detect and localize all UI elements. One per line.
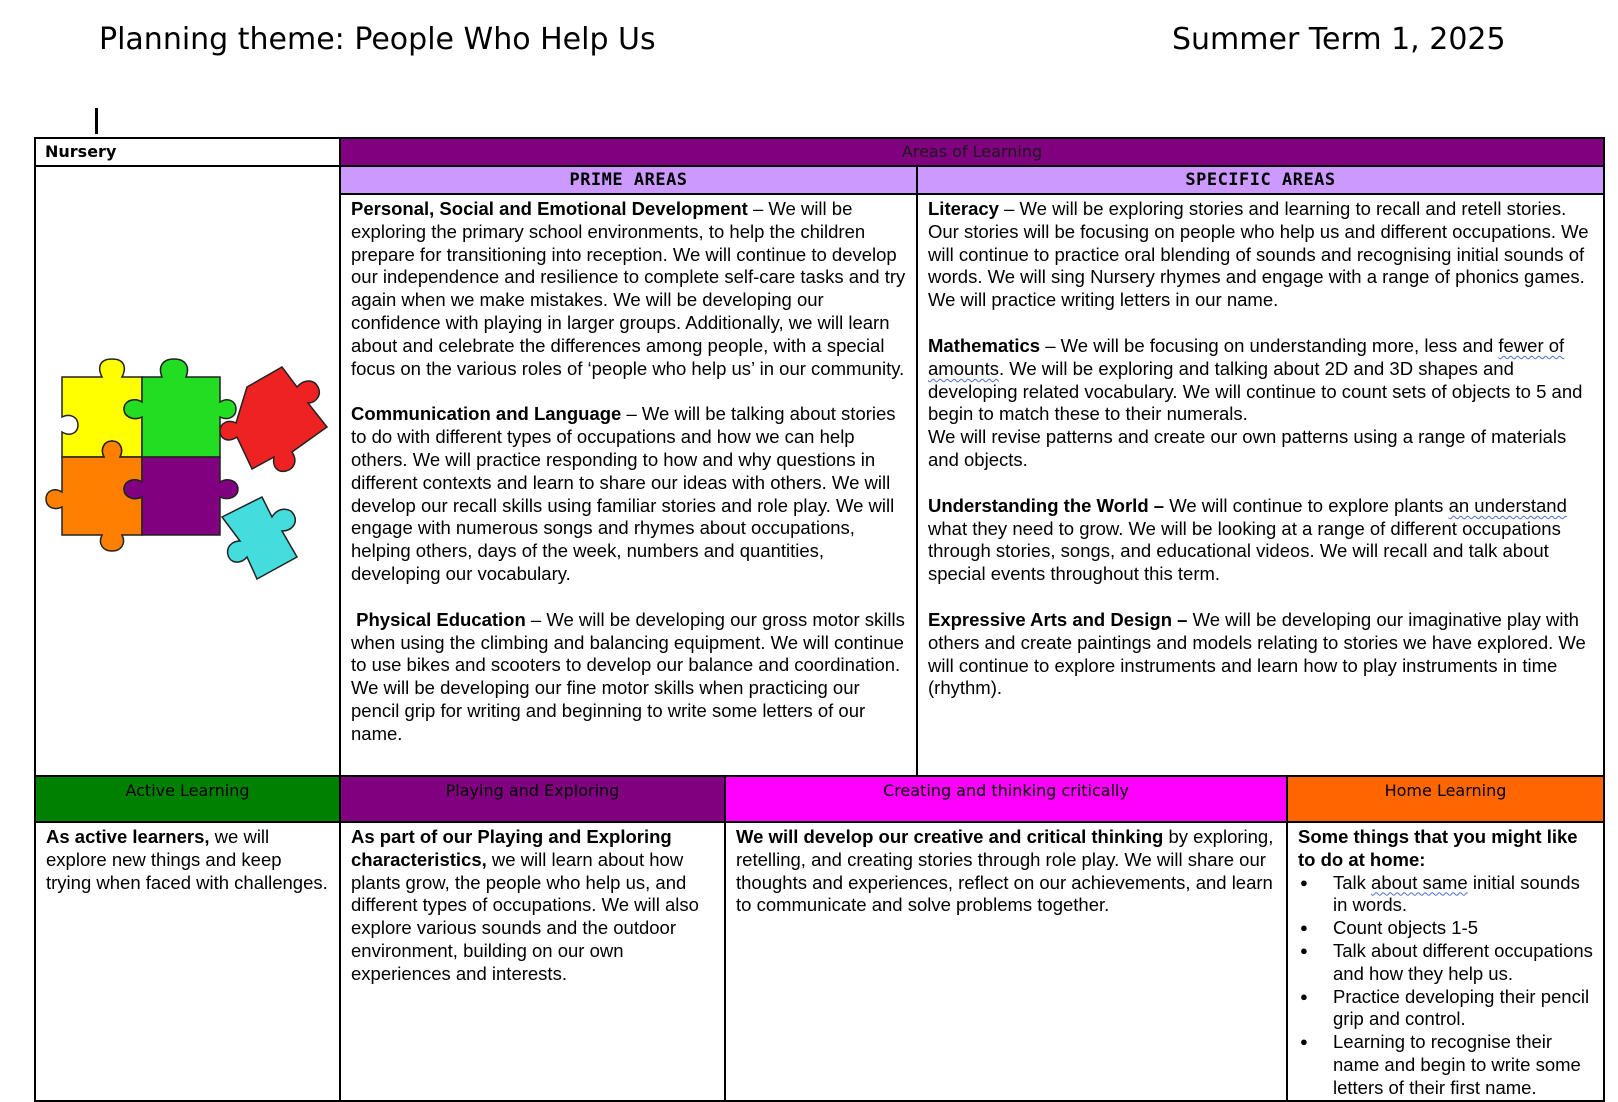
- list-item: ● Practice developing their pencil grip and control.: [1298, 986, 1597, 1032]
- planning-theme-title: Planning theme: People Who Help Us: [99, 22, 656, 57]
- puzzle-piece-red: [220, 367, 327, 471]
- maths-heading: Mathematics: [928, 334, 1041, 356]
- list-item: ● Learning to recognise their name and begin to write some letters of their first name.: [1298, 1031, 1597, 1099]
- areas-of-learning-header: Areas of Learning: [340, 138, 1604, 166]
- utw-spellcheck-text: an understand: [1448, 494, 1567, 516]
- literacy-text: – We will be exploring stories and learning to recall and retell stories. Our stories will be focusing on people who help us and different occupations. We will continue to practice oral blending of sounds and recognising initial sounds of words. We will sing Nursery rhymes and engage with a range of phonics games. We will practice writing letters in our name.: [928, 198, 1589, 311]
- creating-thinking-text: by exploring, retelling, and creating stories through role play. We will share our thoughts and experiences, reflect on our achievements, and learn to communicate and solve problems together.: [736, 826, 1274, 916]
- home-learning-heading: Some things that you might like to do at home:: [1298, 826, 1578, 870]
- playing-exploring-header: Playing and Exploring: [340, 776, 725, 822]
- pse-heading: Personal, Social and Emotional Development: [351, 198, 748, 219]
- literacy-heading: Literacy: [928, 198, 999, 219]
- list-item: ● Talk about different occupations and how they help us.: [1298, 940, 1597, 986]
- class-label: Nursery: [35, 138, 340, 166]
- ead-paragraph: [928, 609, 1593, 700]
- utw-text-b: what they need to grow. We will be looking at a range of different occupations through stories, songs, and educational videos. We will recall and talk about special events throughout this term.: [928, 517, 1561, 585]
- ead-text: We will be developing our imaginative play with others and create paintings and models relating to stories we have explored. We will continue to explore instruments and learn how to play instruments in time (rhythm).: [928, 608, 1586, 699]
- puzzle-image-cell: [35, 166, 340, 776]
- pe-heading: Physical Education: [351, 608, 526, 630]
- home-spellcheck-text: about same: [1371, 871, 1468, 893]
- literacy-paragraph: [928, 198, 1593, 312]
- home-learning-list: [1298, 872, 1597, 1100]
- text-cursor: [95, 108, 98, 134]
- pe-text: – We will be developing our gross motor skills when using the climbing and balancing equipment. We will continue to use bikes and scooters to develop our balance and coordination. We will be developing our fine motor skills when practicing our pencil grip for writing and beginning to write some letters of our name.: [351, 608, 905, 744]
- active-learning-header: Active Learning: [35, 776, 340, 822]
- ead-heading: Expressive Arts and Design –: [928, 608, 1188, 630]
- maths-spellcheck-text: fewer of amounts: [928, 334, 1565, 379]
- term-label: Summer Term 1, 2025: [1172, 22, 1506, 57]
- list-item: ● Count objects 1-5: [1298, 917, 1597, 940]
- puzzle-pieces-image: [42, 357, 342, 587]
- home-learning-cell: [1287, 822, 1604, 1101]
- creating-thinking-header: Creating and thinking critically: [725, 776, 1287, 822]
- active-learning-heading: As active learners,: [46, 826, 210, 847]
- specific-areas-header: SPECIFIC AREAS: [917, 166, 1604, 194]
- playing-exploring-text: we will learn about how plants grow, the people who help us, and different types of occupations. We will also explore various sounds and the outdoor environment, building on our own experiences and interests.: [351, 848, 699, 984]
- utw-heading: Understanding the World –: [928, 494, 1165, 516]
- specific-areas-cell: [917, 194, 1604, 776]
- puzzle-piece-cyan: [222, 497, 297, 579]
- maths-paragraph: [928, 335, 1593, 472]
- playing-exploring-cell: [340, 822, 725, 1101]
- maths-text-a: – We will be focusing on understanding more, less and: [1040, 334, 1499, 356]
- pse-text: – We will be exploring the primary school environments, to help the children prepare for transitioning into reception. We will continue to develop our independence and resilience to complete self-care tasks and try again when we make mistakes. We will be developing our confidence with playing in larger groups. Additionally, we will learn about and celebrate the differences among people, with a special focus on the various roles of ‘people who help us’ in our community.: [351, 198, 906, 379]
- maths-text-c: We will revise patterns and create our own patterns using a range of materials and objects.: [928, 426, 1567, 470]
- cl-paragraph: [351, 403, 906, 585]
- active-learning-cell: [35, 822, 340, 1101]
- utw-paragraph: [928, 495, 1593, 586]
- playing-exploring-heading: As part of our Playing and Exploring characteristics,: [351, 826, 672, 870]
- pe-paragraph: [351, 609, 906, 746]
- active-learning-text: we will explore new things and keep trying when faced with challenges.: [46, 826, 328, 893]
- maths-text-b: . We will be exploring and talking about 2D and 3D shapes and developing related vocabulary. We will continue to count sets of objects to 5 and begin to match these to their numerals.: [928, 357, 1583, 425]
- prime-areas-header: PRIME AREAS: [340, 166, 917, 194]
- list-item: ● Talk about same initial sounds in words.: [1298, 872, 1597, 918]
- home-learning-header: Home Learning: [1287, 776, 1604, 822]
- creating-thinking-cell: [725, 822, 1287, 1101]
- prime-areas-cell: [340, 194, 917, 776]
- utw-text-a: We will continue to explore plants: [1164, 494, 1449, 516]
- cl-text: – We will be talking about stories to do with different types of occupations and how we can help others. We will practice responding to how and why questions in different contexts and learn to share our ideas with others. We will develop our recall skills using familiar stories and role play. We will engage with numerous songs and rhymes about occupations, helping others, days of the week, numbers and quantities, developing our vocabulary.: [351, 403, 896, 584]
- cl-heading: Communication and Language: [351, 403, 622, 425]
- creating-thinking-heading: We will develop our creative and critical thinking: [736, 826, 1164, 847]
- pse-paragraph: [351, 198, 906, 380]
- planning-table: [34, 137, 1605, 1102]
